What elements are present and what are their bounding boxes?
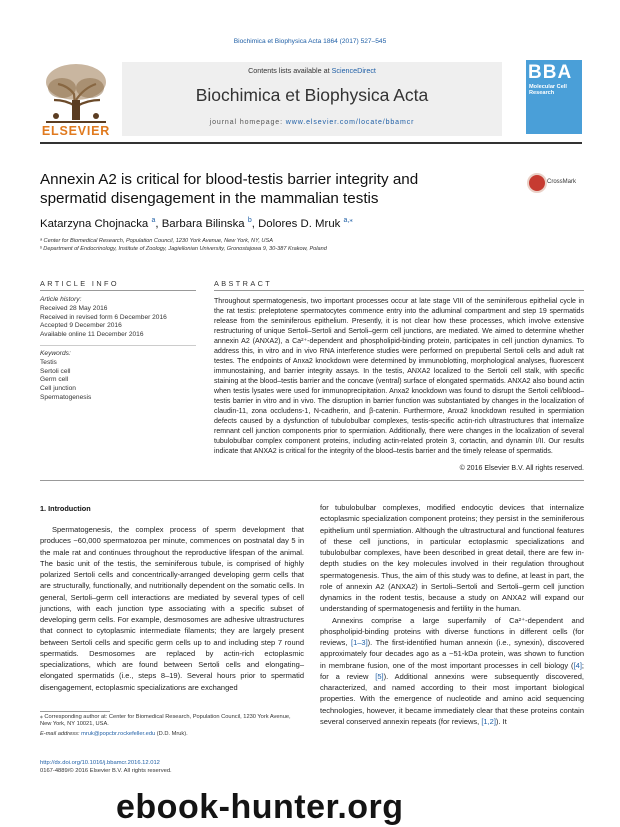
text-run: Annexins comprise a large superfamily of Ca²⁺-dependent and phospholipid-binding proteins with diverse functions in different cells (for reviews, (320, 615, 584, 647)
affiliation: ᵇ Department of Endocrinology, Institute of Zoology, Jagiellonian University, Gronostajowa 9, 30-387 Krakow, Poland (40, 246, 327, 252)
history-item: Received in revised form 6 December 2016 (40, 313, 167, 321)
body-column-right (320, 502, 584, 727)
article-info-rule (40, 290, 196, 291)
text-run: ). It (495, 716, 507, 726)
contents-prefix: Contents lists available at (248, 66, 332, 75)
citation-link[interactable]: [1,2] (481, 716, 496, 726)
crossmark-icon[interactable] (527, 173, 547, 193)
elsevier-tree-logo (40, 60, 112, 134)
paragraph: Spermatogenesis, the complex process of sperm development that produces ~60,000 spermatozoa per minute, commences on postnatal day 5 in the male rat and continues throughout the reproductive lifespan of the animal. The basic unit of the testis, the seminiferous tubule, is comprised of highly polarized Sertoli cells and concentrically-arranged developing germ cells that are structurally, functionally, and nutritionally dependent on the somatic cells. In general, Sertoli–germ cell interactions are mediated by several types of cell junctions, with each junction type associating with a specific subset of developing germ cells. For example, desmosomes are adhesive ultrastructures that connect to cytoplasmic intermediate filaments; they are largely present between Sertoli cells and specific germ cells up to and including step 7 round spermatids. Desmosomes are replaced by actin-rich ectoplasmic specializations, which are found between Sertoli cells and elongating–elongated spermatids (i.e., steps 8–19). Several hours prior to spermatid disengagement, ectoplasmic specializations are exchanged (40, 525, 304, 692)
journal-homepage (122, 119, 502, 126)
history-item: Available online 11 December 2016 (40, 331, 144, 339)
author-name[interactable]: Katarzyna Chojnacka (40, 217, 149, 230)
crossmark-label: CrossMark (547, 179, 577, 185)
text-run: ). The first-identified human annexin (i.e., synexin), discovered approximately four decades ago as a ~51-kDa protein, was shown to function in membrane fusion, one of the most important processes in cell biology ( (320, 638, 584, 670)
article-info-heading: ARTICLE INFO (40, 279, 119, 288)
journal-title: Biochimica et Biophysica Acta (195, 85, 429, 105)
abstract-text: Throughout spermatogenesis, two important processes occur at late stage VIII of the seminiferous epithelial cycle in the rat testis: preleptotene spermatocytes commence entry into the adluminal compartment and step 19 spermatids release from the seminiferous epithelium. Presently, it is not clear how these processes, which involve extensive restructuring of unique Sertoli–Sertoli and Sertoli–germ cell junctions, are mediated. We aimed to determine whether annexin A2 (ANXA2), a Ca²⁺-dependent and phospholipid-binding protein, participates in cell junction dynamics. To address this, in vitro and in vivo RNA interference studies were performed on prepubertal Sertoli cells and adult rat testes. The endpoints of Anxa2 knockdown were determined by immunoblotting, morphological analyses, fluorescent immunostaining, and barrier integrity assays. In the testis, ANXA2 localized to the Sertoli cell stalk, with specific staining at the blood–testis barrier and the concave (ventral) surface of elongated spermatids. ANXA2 also bound actin when testis lysates were used for immunoprecipitation. Anxa2 knockdown was found to disrupt the Sertoli cell/blood–testis barrier in vitro and in vivo. The disruption in barrier function was substantiated by changes in the localization of claudin-11, zona occludens-1, N-cadherin, and β-catenin. Furthermore, Anxa2 knockdown resulted in spermiation defects caused by a dysfunction of tubulobulbar complexes, testis-specific actin-rich ultrastructures that internalize remnant cell junction components prior to spermiation. Additionally, there were changes in the localization of several tubulobulbar complex component proteins, including actin-related protein 3, cortactin, and dynamin I/II. Our results indicate that ANXA2 is critical for the integrity of the blood–testis barrier and the timely release of spermatids. (214, 298, 584, 455)
paragraph (320, 615, 584, 728)
doi-link[interactable]: http://dx.doi.org/10.1016/j.bbamcr.2016.12.012 (40, 760, 160, 766)
info-divider (40, 345, 196, 346)
keyword: Cell junction (40, 385, 76, 393)
sciencedirect-link[interactable]: ScienceDirect (331, 66, 376, 75)
contents-line (122, 66, 502, 75)
history-item: Received 28 May 2016 (40, 304, 108, 312)
homepage-url[interactable]: www.elsevier.com/locate/bbamcr (285, 119, 415, 126)
keyword: Testis (40, 358, 57, 366)
author-name[interactable]: Barbara Bilinska (161, 217, 245, 230)
watermark: ebook-hunter.org (116, 788, 404, 826)
keywords-label: Keywords: (40, 350, 71, 357)
abstract-heading: ABSTRACT (214, 279, 273, 288)
issn-line: 0167-4889/© 2016 Elsevier B.V. All rights reserved. (40, 767, 172, 774)
body-column-left (40, 524, 304, 693)
section-heading: 1. Introduction (40, 504, 91, 513)
author-marker: b (247, 217, 252, 224)
author-marker: a (151, 217, 156, 224)
email-label: E-mail address: (40, 731, 82, 737)
citation-link[interactable]: [1–3] (350, 638, 368, 647)
keyword: Sertoli cell (40, 367, 71, 375)
text-run: ). Additional annexins were subsequently discovered, characterized, and named according to their most important biological properties. With the emergence of nucleotide and amino acid sequencing technologies, however, it became immediately clear that these proteins contain several conserved annexin repeats (for reviews, (320, 671, 584, 726)
author-name[interactable]: Dolores D. Mruk (258, 217, 341, 230)
footnote-rule (40, 711, 110, 712)
email-note (40, 731, 302, 738)
corresponding-author-note: ⁎ Corresponding author at: Center for Biomedical Research, Population Council, 1230 York Avenue, New York, NY 10021, USA. (40, 714, 291, 728)
email-link[interactable]: mruk@popcbr.rockefeller.edu (81, 731, 156, 737)
history-item: Accepted 9 December 2016 (40, 322, 122, 330)
paragraph: for tubulobulbar complexes, modified endocytic devices that internalize ectoplasmic specialization component proteins; they persist in the seminiferous epithelium until spermiation. Although the ultrastructural and functional features of these cell junctions, in particular ectoplasmic specializations and tubulobulbar complexes, have been described in great detail, there are few in-depth studies on the key molecules involved in their regulation throughout spermatogenesis. Thus, the aim of this study was to define, at least in part, the role of annexin A2 (ANXA2) in Sertoli–Sertoli and Sertoli–germ cell junction dynamics in the rodent testis, because a study on ANXA2 will expand our understanding of spermatogenesis and fertility in the human. (320, 503, 584, 614)
author-list: Katarzyna Chojnacka $^a$, Barbara Bilinska $^b$, Dolores D. Mruk $^{a,⁎}$ (40, 217, 353, 230)
citation-link[interactable]: [5] (375, 671, 384, 681)
masthead-rule (40, 142, 582, 144)
cover-subtitle: Molecular Cell Research (529, 84, 567, 97)
abstract-copyright: © 2016 Elsevier B.V. All rights reserved. (459, 465, 584, 472)
publisher-wordmark: ELSEVIER (41, 124, 111, 138)
affiliation: ᵃ Center for Biomedical Research, Population Council, 1230 York Avenue, New York, NY, USA (40, 238, 273, 244)
history-label: Article history: (40, 296, 82, 303)
doi-block (40, 760, 172, 775)
text-run: ; for a review (320, 660, 584, 681)
article-title: Annexin A2 is critical for blood-testis barrier integrity and spermatid disengagement in the mammalian testis (40, 171, 419, 207)
author-marker: a,⁎ (343, 217, 353, 224)
citation-link[interactable]: [4] (573, 660, 582, 670)
abstract-rule (214, 290, 584, 291)
journal-reference: Biochimica et Biophysica Acta 1864 (2017) 527–545 (233, 38, 387, 45)
keywords (40, 350, 190, 403)
keyword: Germ cell (40, 376, 69, 384)
article-history (40, 296, 190, 340)
homepage-prefix: journal homepage: (209, 119, 286, 126)
keyword: Spermatogenesis (40, 393, 92, 401)
email-suffix: (D.D. Mruk). (155, 731, 188, 737)
abstract-bottom-rule (40, 480, 584, 481)
cover-title: BBA (528, 62, 573, 83)
